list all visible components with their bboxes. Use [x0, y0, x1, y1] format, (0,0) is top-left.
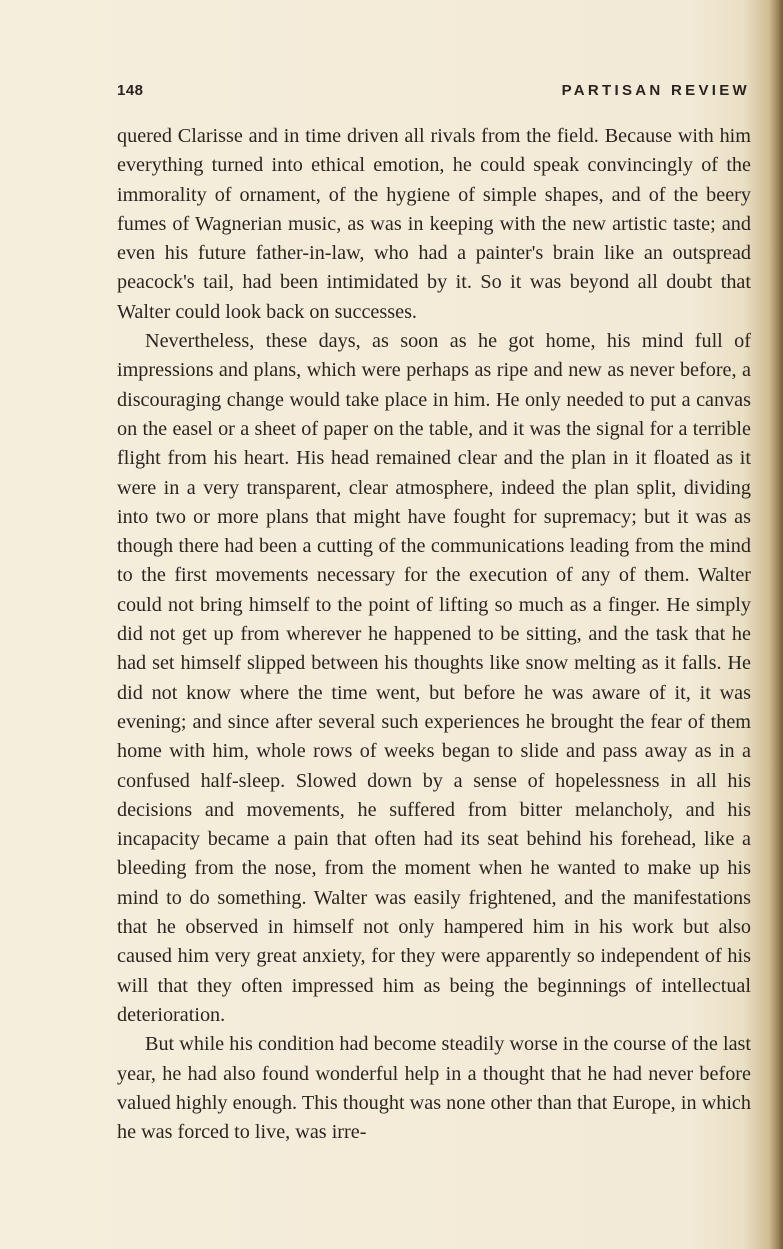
page-spine-shadow: [769, 0, 783, 1249]
body-text: [117, 122, 751, 1147]
paragraph-2: Nevertheless, these days, as soon as he got home, his mind full of impressions and plans, which were perhaps as ripe and new as never before, a discouraging change would take place in him. He only needed to put a canvas on the easel or a sheet of paper on the table, and it was the signal for a terrible flight from his heart. His head remained clear and the plan in it floated as it were in a very transparent, clear atmosphere, indeed the plan split, dividing into two or more plans that might have fought for supremacy; but it was as though there had been a cutting of the communications leading from the mind to the first movements necessary for the execution of any of them. Walter could not bring himself to the point of lifting so much as a finger. He simply did not get up from wherever he happened to be sitting, and the task that he had set himself slipped between his thoughts like snow melting as it falls. He did not know where the time went, but before he was aware of it, it was evening; and since after several such experiences he brought the fear of them home with him, whole rows of weeks began to slide and pass away as in a confused half-sleep. Slowed down by a sense of hopelessness in all his decisions and movements, he suffered from bitter melancholy, and his incapacity became a pain that often had its seat behind his forehead, like a bleeding from the nose, from the moment when he wanted to make up his mind to do something. Walter was easily frightened, and the manifestations that he observed in himself not only hampered him in his work but also caused him very great anxiety, for they were apparently so independent of his will that they often impressed him as being the beginnings of intellectual deterioration.: [117, 330, 751, 1026]
paragraph-1: quered Clarisse and in time driven all rivals from the field. Because with him everything turned into ethical emotion, he could speak convincingly of the immorality of ornament, of the hygiene of simple shapes, and of the beery fumes of Wagnerian music, as was in keeping with the new artistic taste; and even his future father-in-law, who had a painter's brain like an outspread peacock's tail, had been intimidated by it. So it was beyond all doubt that Walter could look back on successes.: [117, 125, 751, 323]
page-number: 148: [117, 82, 144, 99]
paragraph-3: But while his condition had become steadily worse in the course of the last year, he had also found wonderful help in a thought that he had never before valued highly enough. This thought was none other than that Europe, in which he was forced to live, was irre-: [117, 1033, 751, 1144]
running-title: PARTISAN REVIEW: [561, 82, 750, 99]
running-header: [117, 82, 750, 104]
